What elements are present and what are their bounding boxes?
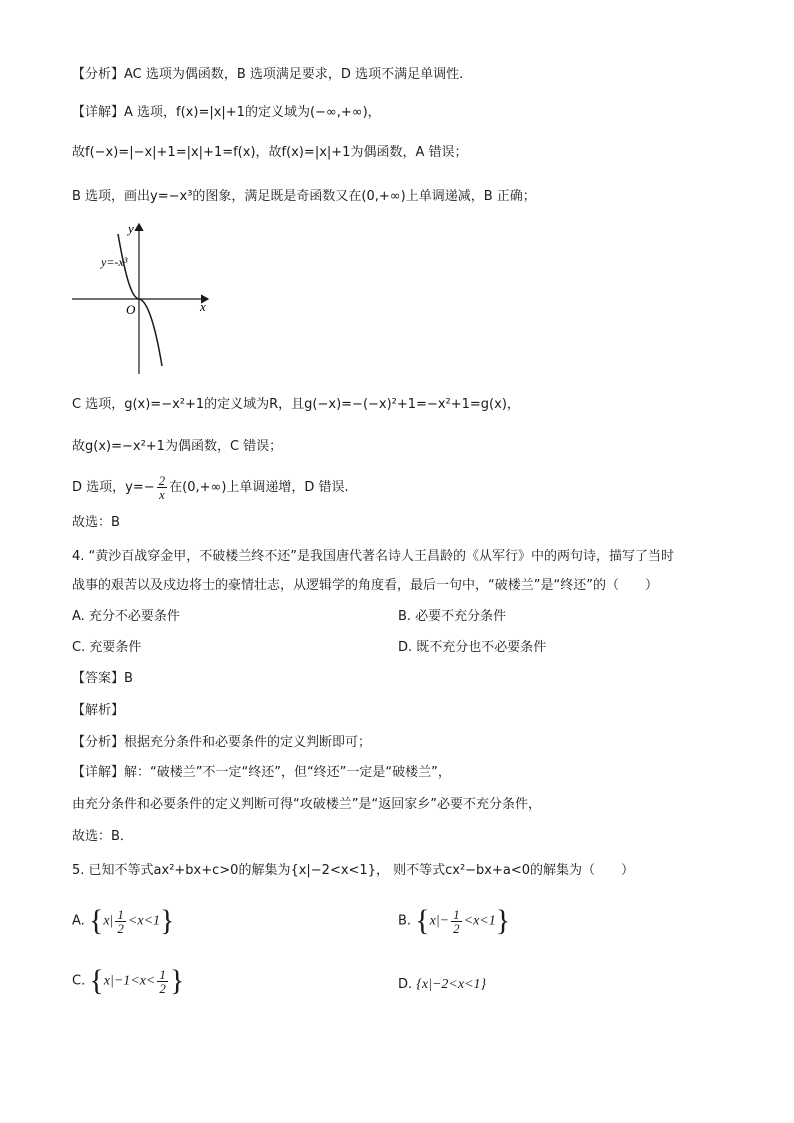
q5-option-d: D. {x|−2<x<1}: [398, 977, 487, 992]
q4-option-b: B. 必要不充分条件: [398, 609, 507, 624]
curve-label: y=-x³: [101, 255, 128, 269]
q5-option-a: A. {x| $\frac{1}{2}$ <x<1}: [72, 904, 175, 937]
x-axis-label: x: [200, 299, 206, 314]
q3-detail-a: 【详解】A 选项，f(x)=|x|+1的定义域为(−∞,+∞)，: [72, 105, 381, 120]
cubic-curve: [118, 234, 162, 366]
q4-answer: 【答案】B: [72, 671, 133, 686]
q4-option-d: D. 既不充分也不必要条件: [398, 640, 547, 655]
q5-stem: 5. 已知不等式ax²+bx+c>0的解集为{x|−2<x<1}， 则不等式cx²−bx+a<0的解集为（ ）: [72, 863, 635, 878]
q4-stem-line1: 4. “黄沙百战穿金甲，不破楼兰终不还”是我国唐代著名诗人王昌龄的《从军行》中的两句诗，描写了当时: [72, 549, 675, 564]
q3-detail-a2: 故f(−x)=|−x|+1=|x|+1=f(x)，故f(x)=|x|+1为偶函数，A 错误；: [72, 145, 468, 160]
q4-detail: 【详解】解：“破楼兰”不一定“终还”，但“终还”一定是“破楼兰”，: [72, 765, 451, 780]
y-axis-label: y: [128, 221, 134, 236]
q3-detail-c2: 故g(x)=−x²+1为偶函数，C 错误；: [72, 439, 283, 454]
q5-option-b: B. {x|− $\frac{1}{2}$ <x<1}: [398, 904, 511, 937]
q3-detail-d: D 选项，y=− $\frac{2}{x}$ 在(0,+∞)上单调递增，D 错误.: [72, 473, 349, 502]
q4-stem-line2: 战事的艰苦以及戍边将士的豪情壮志，从逻辑学的角度看，最后一句中，“破楼兰”是“终还”的（ ）: [72, 578, 658, 593]
q5-option-c: C. {x|−1<x< $\frac{1}{2}$ }: [72, 964, 185, 997]
q4-option-a: A. 充分不必要条件: [72, 609, 180, 624]
cubic-graph: [68, 220, 218, 378]
q4-jiexi: 【解析】: [72, 703, 125, 718]
q4-detail2: 由充分条件和必要条件的定义判断可得“攻破楼兰”是“返回家乡”必要不充分条件，: [72, 797, 541, 812]
q4-analysis: 【分析】根据充分条件和必要条件的定义判断即可；: [72, 735, 372, 750]
q4-choose: 故选：B．: [72, 829, 133, 844]
q3-choose: 故选：B: [72, 515, 120, 530]
q3-detail-b: B 选项，画出y=−x³的图象，满足既是奇函数又在(0,+∞)上单调递减，B 正确；: [72, 189, 536, 204]
q3-detail-c: C 选项，g(x)=−x²+1的定义域为R，且g(−x)=−(−x)²+1=−x²+1=g(x)，: [72, 397, 520, 412]
q4-option-c: C. 充要条件: [72, 640, 142, 655]
origin-label: O: [126, 302, 136, 317]
fraction: $\frac{2}{x}$: [158, 473, 166, 502]
q3-analysis: 【分析】AC 选项为偶函数，B 选项满足要求，D 选项不满足单调性.: [72, 67, 464, 82]
